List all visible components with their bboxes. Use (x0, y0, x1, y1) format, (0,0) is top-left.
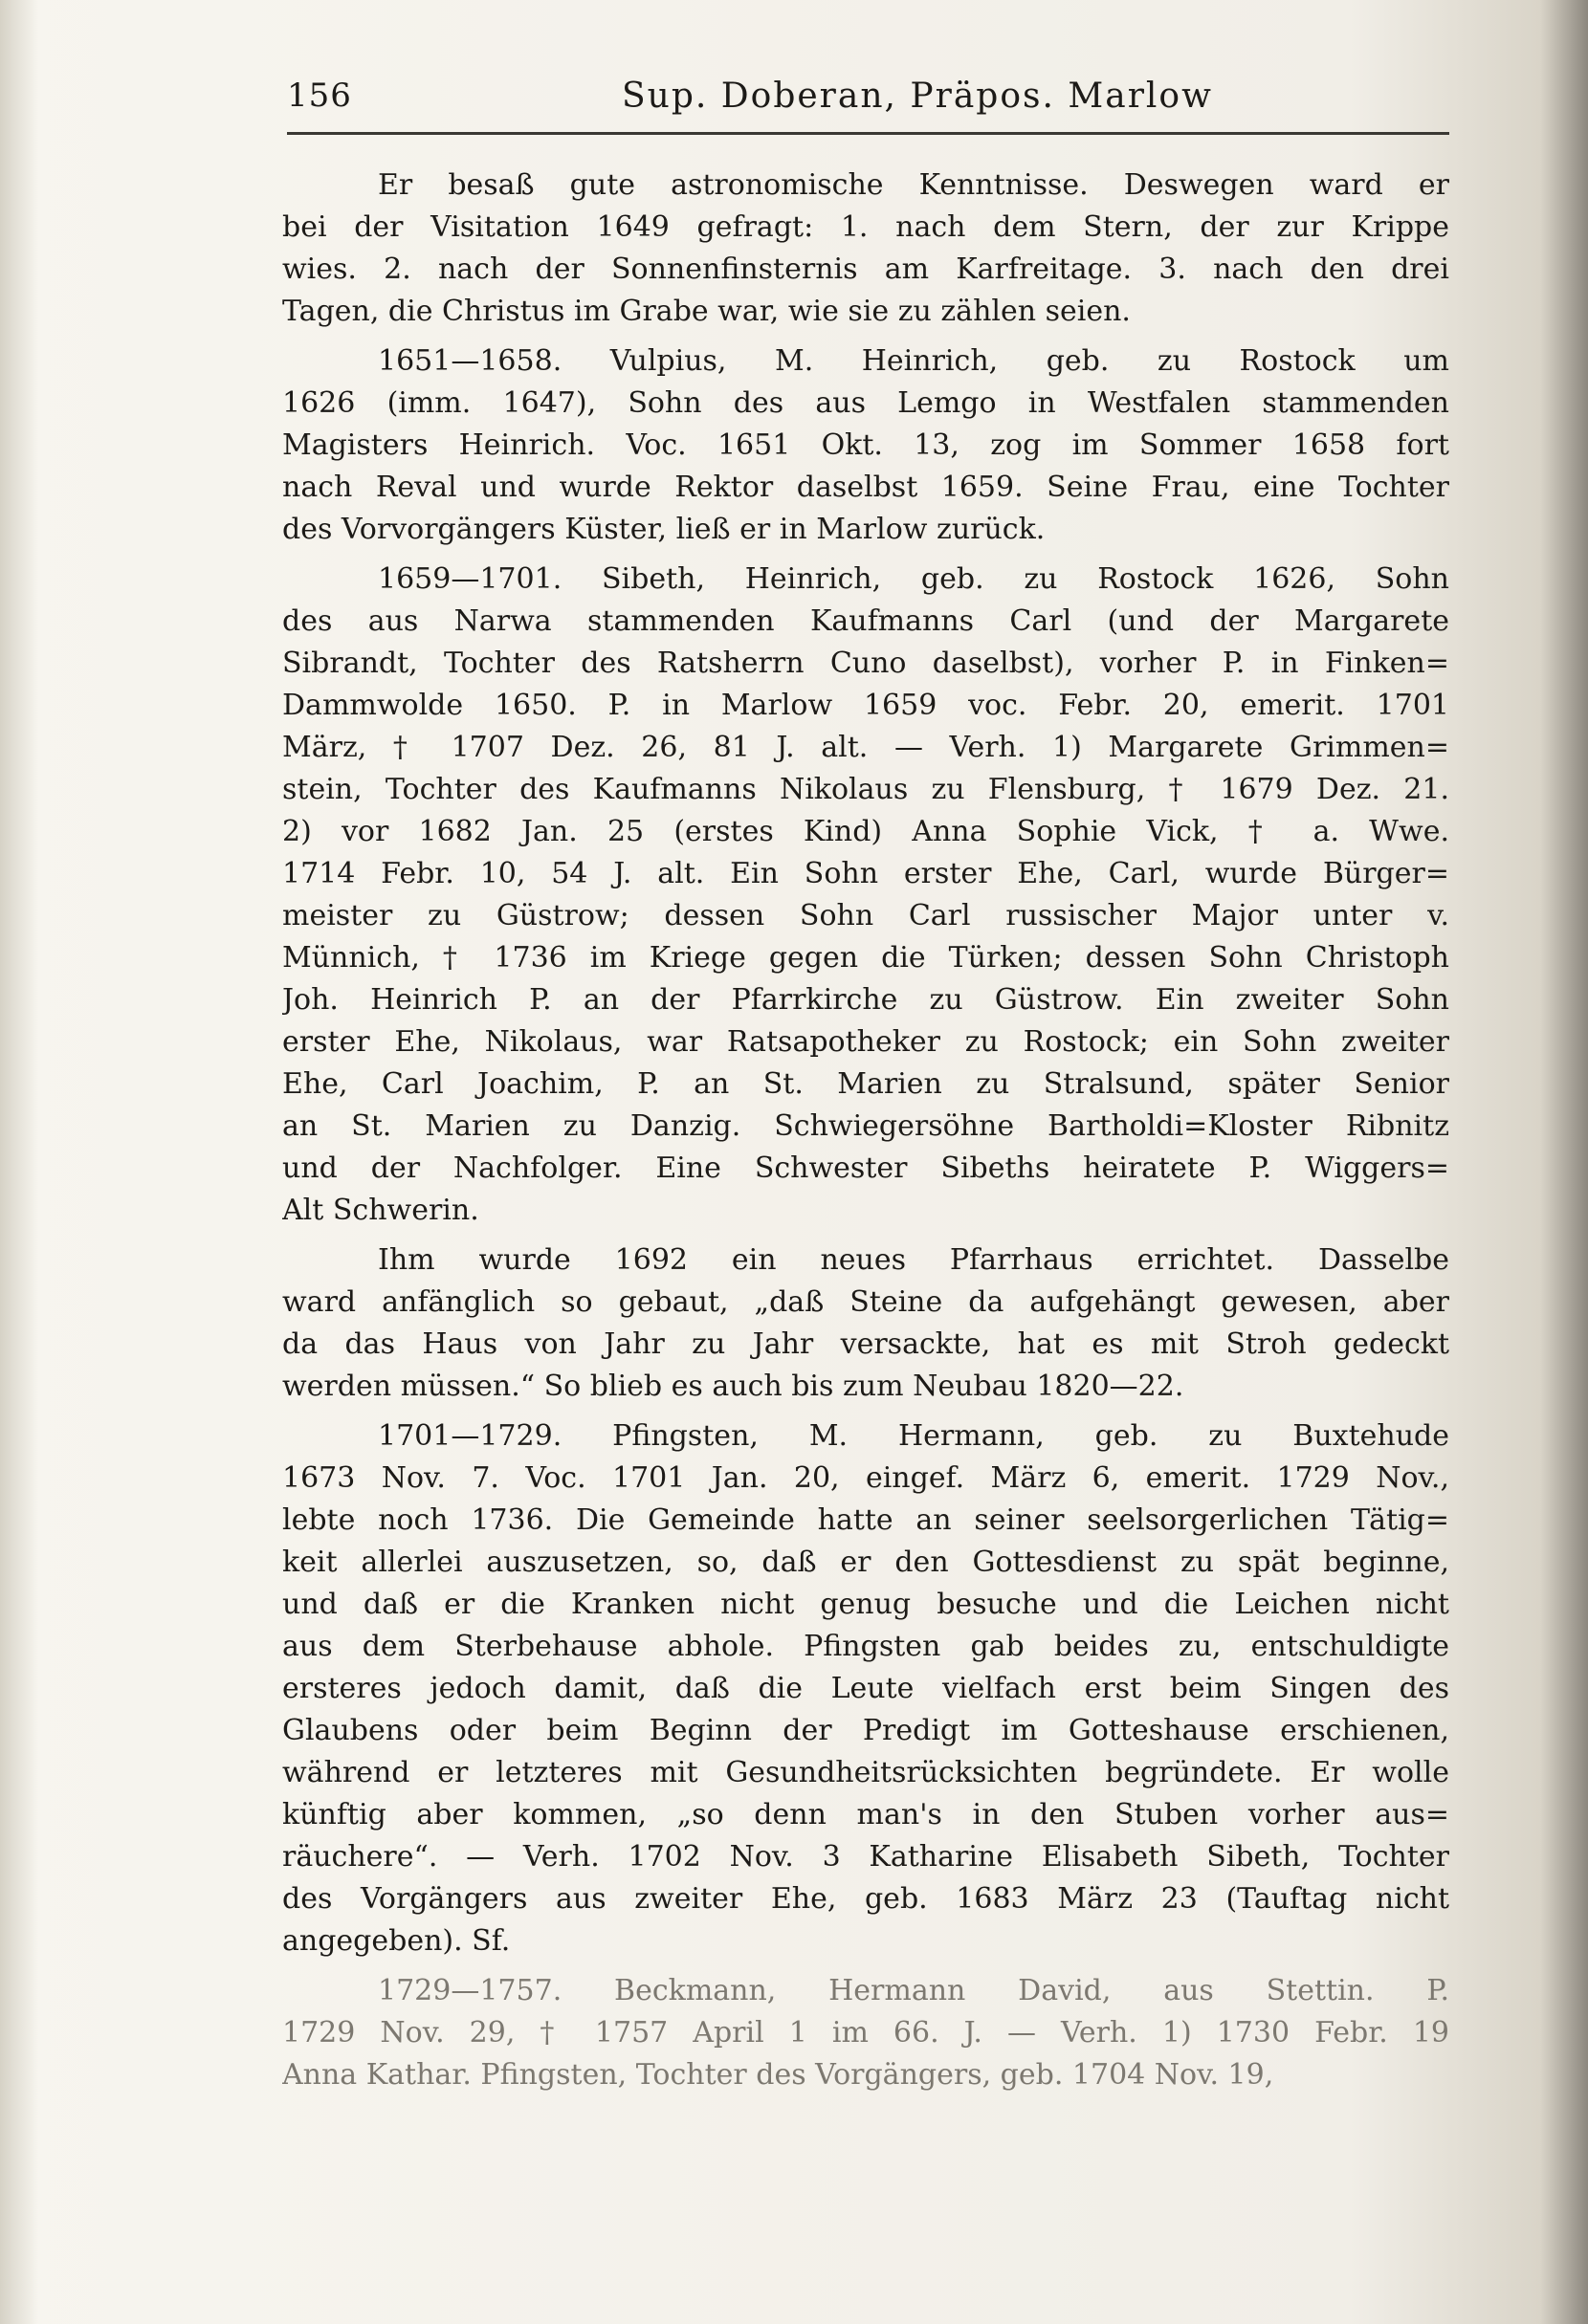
text-line: werden müssen.“ So blieb es auch bis zum Neubau 1820—22. (282, 1370, 1184, 1403)
paragraph (282, 1970, 1449, 2096)
text-line: während er letzteres mit Gesundheitsrücksichten begründete. Er wolle (282, 1756, 1449, 1789)
running-head: Sup. Doberan, Präpos. Marlow (622, 77, 1213, 116)
text-line: des Vorgängers aus zweiter Ehe, geb. 1683 März 23 (Tauftag nicht (282, 1882, 1449, 1916)
text-line: 1651—1658. Vulpius, M. Heinrich, geb. zu Rostock um (378, 344, 1449, 378)
text-line: da das Haus von Jahr zu Jahr versackte, hat es mit Stroh gedeckt (282, 1327, 1449, 1361)
text-line: an St. Marien zu Danzig. Schwiegersöhne Bartholdi=Kloster Ribnitz (282, 1109, 1449, 1143)
text-line: Münnich, † 1736 im Kriege gegen die Türken; dessen Sohn Christoph (282, 941, 1449, 975)
text-line: bei der Visitation 1649 gefragt: 1. nach dem Stern, der zur Krippe (282, 210, 1449, 244)
text-line: angegeben). Sf. (282, 1924, 511, 1958)
text-line: Tagen, die Christus im Grabe war, wie sie zu zählen seien. (282, 295, 1131, 328)
header-rule (287, 132, 1449, 135)
text-line: wies. 2. nach der Sonnenfinsternis am Karfreitage. 3. nach den drei (282, 252, 1449, 286)
text-line: Anna Kathar. Pfingsten, Tochter des Vorgängers, geb. 1704 Nov. 19, (282, 2058, 1274, 2092)
text-line: Dammwolde 1650. P. in Marlow 1659 voc. Febr. 20, emerit. 1701 (282, 689, 1449, 722)
text-line: nach Reval und wurde Rektor daselbst 1659. Seine Frau, eine Tochter (282, 471, 1449, 504)
text-line: März, † 1707 Dez. 26, 81 J. alt. — Verh. 1) Margarete Grimmen= (282, 731, 1449, 764)
text-line: Sibrandt, Tochter des Ratsherrn Cuno daselbst), vorher P. in Finken= (282, 647, 1449, 680)
text-line: Ehe, Carl Joachim, P. an St. Marien zu Stralsund, später Senior (282, 1067, 1449, 1101)
text-line: und der Nachfolger. Eine Schwester Sibeths heiratete P. Wiggers= (282, 1151, 1449, 1185)
paragraph (282, 1415, 1449, 1962)
text-line: und daß er die Kranken nicht genug besuche und die Leichen nicht (282, 1588, 1449, 1621)
text-line: Glaubens oder beim Beginn der Predigt im Gotteshause erschienen, (282, 1714, 1449, 1747)
text-line: Magisters Heinrich. Voc. 1651 Okt. 13, zog im Sommer 1658 fort (282, 428, 1449, 462)
text-line: des Vorvorgängers Küster, ließ er in Marlow zurück. (282, 513, 1046, 546)
text-line: Alt Schwerin. (282, 1194, 479, 1227)
page-gutter-shadow (0, 0, 38, 2324)
text-line: des aus Narwa stammenden Kaufmanns Carl (und der Margarete (282, 604, 1449, 638)
paragraph (282, 1239, 1449, 1408)
text-line: 1701—1729. Pfingsten, M. Hermann, geb. zu Buxtehude (378, 1419, 1449, 1453)
text-line: ward anfänglich so gebaut, „daß Steine da aufgehängt gewesen, aber (282, 1285, 1449, 1319)
body-text (282, 164, 1449, 2098)
text-line: erster Ehe, Nikolaus, war Ratsapotheker zu Rostock; ein Sohn zweiter (282, 1025, 1449, 1059)
text-line: ersteres jedoch damit, daß die Leute vielfach erst beim Singen des (282, 1672, 1449, 1705)
text-line: 1714 Febr. 10, 54 J. alt. Ein Sohn erster Ehe, Carl, wurde Bürger= (282, 857, 1449, 890)
text-line: Er besaß gute astronomische Kenntnisse. Deswegen ward er (378, 168, 1449, 202)
text-line: künftig aber kommen, „so denn man's in den Stuben vorher aus= (282, 1798, 1449, 1831)
paragraph (282, 164, 1449, 333)
text-line: räuchere“. — Verh. 1702 Nov. 3 Katharine Elisabeth Sibeth, Tochter (282, 1840, 1449, 1874)
text-line: Ihm wurde 1692 ein neues Pfarrhaus errichtet. Dasselbe (378, 1243, 1449, 1277)
paragraph (282, 340, 1449, 551)
text-line: 1729 Nov. 29, † 1757 April 1 im 66. J. — Verh. 1) 1730 Febr. 19 (282, 2016, 1449, 2050)
paragraph (282, 559, 1449, 1232)
text-line: 1626 (imm. 1647), Sohn des aus Lemgo in Westfalen stammenden (282, 386, 1449, 420)
text-line: Joh. Heinrich P. an der Pfarrkirche zu Güstrow. Ein zweiter Sohn (282, 983, 1449, 1017)
page-number: 156 (287, 77, 352, 115)
page-header (287, 69, 1449, 130)
text-line: 2) vor 1682 Jan. 25 (erstes Kind) Anna Sophie Vick, † a. Wwe. (282, 815, 1449, 848)
text-line: lebte noch 1736. Die Gemeinde hatte an seiner seelsorgerlichen Tätig= (282, 1503, 1449, 1537)
text-line: stein, Tochter des Kaufmanns Nikolaus zu Flensburg, † 1679 Dez. 21. (282, 773, 1449, 806)
text-line: 1659—1701. Sibeth, Heinrich, geb. zu Rostock 1626, Sohn (378, 562, 1449, 596)
text-line: 1673 Nov. 7. Voc. 1701 Jan. 20, eingef. März 6, emerit. 1729 Nov., (282, 1461, 1449, 1495)
text-line: meister zu Güstrow; dessen Sohn Carl russischer Major unter v. (282, 899, 1449, 932)
text-line: keit allerlei auszusetzen, so, daß er den Gottesdienst zu spät beginne, (282, 1546, 1449, 1579)
text-line: 1729—1757. Beckmann, Hermann David, aus Stettin. P. (378, 1974, 1449, 2007)
text-line: aus dem Sterbehause abhole. Pfingsten gab beides zu, entschuldigte (282, 1630, 1449, 1663)
